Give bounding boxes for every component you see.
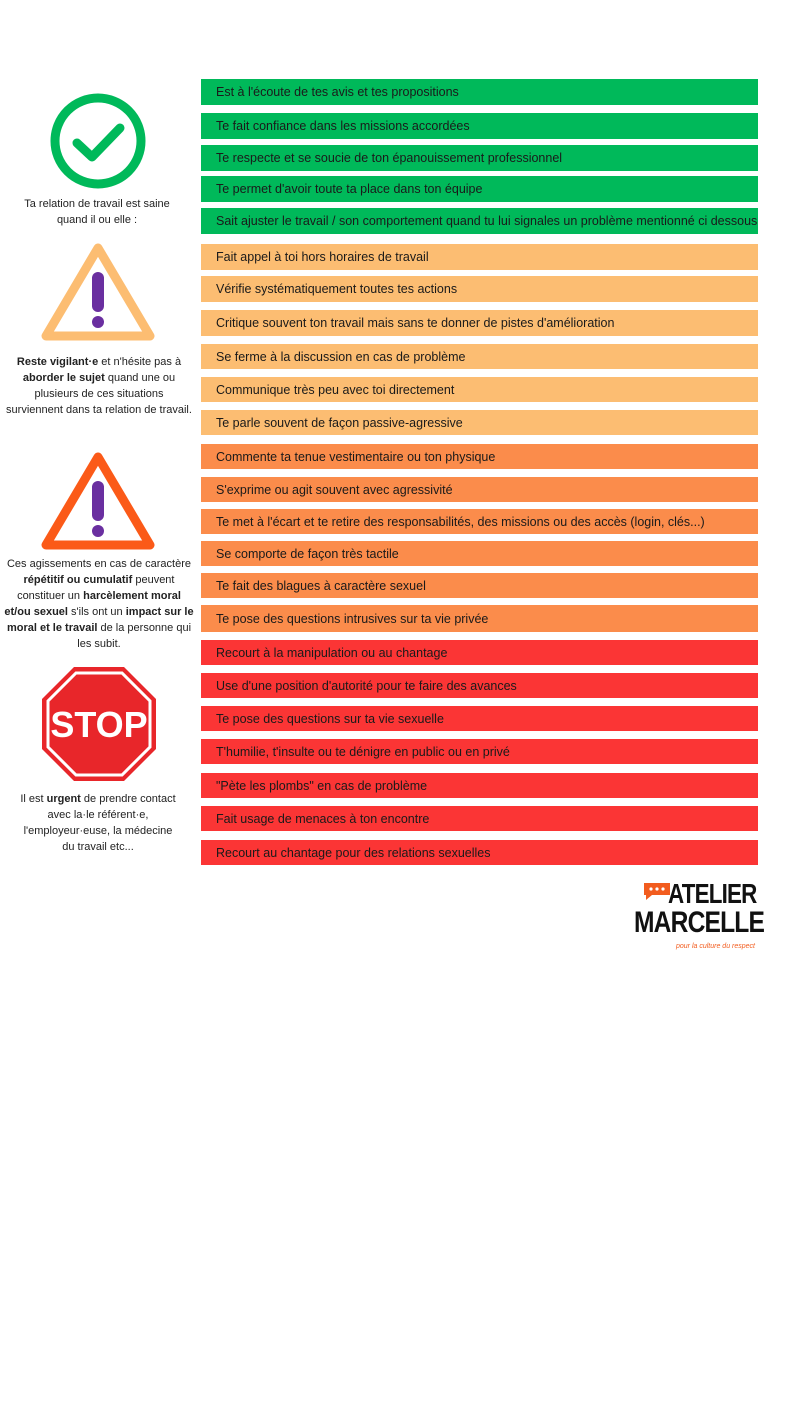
stop-label: STOP xyxy=(50,704,148,745)
caption-part: quand une ou plusieurs de ces situations surviennent dans ta relation de travail. xyxy=(6,372,192,416)
behavior-row-urgent: Recourt au chantage pour des relations sexuelles xyxy=(201,840,758,865)
behavior-row-healthy: Te fait confiance dans les missions accordées xyxy=(201,113,758,139)
caption-part: aborder le sujet xyxy=(22,372,105,384)
caption-part: harcèlement moral et/ou sexuel xyxy=(4,590,181,618)
behavior-row-urgent: Use d'une position d'autorité pour te faire des avances xyxy=(201,673,758,698)
urgent-caption xyxy=(18,791,178,855)
harassment-caption xyxy=(4,556,194,652)
caption-part: répétitif ou cumulatif xyxy=(23,574,133,586)
behavior-row-urgent: Fait usage de menaces à ton encontre xyxy=(201,806,758,831)
caption-part: Il est xyxy=(20,793,47,805)
behavior-row-vigilant: Se ferme à la discussion en cas de problème xyxy=(201,344,758,369)
caption-part: urgent xyxy=(46,793,81,805)
warning-triangle-icon xyxy=(38,240,158,342)
behavior-row-harassment: S'exprime ou agit souvent avec agressivité xyxy=(201,477,758,502)
atelier-marcelle-logo xyxy=(628,878,765,958)
behavior-row-vigilant: Vérifie systématiquement toutes tes actions xyxy=(201,276,758,302)
behavior-row-healthy: Te respecte et se soucie de ton épanouissement professionnel xyxy=(201,145,758,171)
caption-part: et n'hésite pas à xyxy=(98,356,182,368)
caption-part: Ta relation de travail est saine quand il ou elle : xyxy=(24,198,170,226)
caption-part: peuvent constituer un xyxy=(17,574,175,602)
caption-part: Ces agissements en cas de caractère xyxy=(6,558,192,570)
warning-triangle-icon xyxy=(38,449,158,551)
behavior-row-urgent: "Pète les plombs" en cas de problème xyxy=(201,773,758,798)
behavior-row-healthy: Sait ajuster le travail / son comportement quand tu lui signales un problème mentionné ci dessous xyxy=(201,208,758,234)
stop-sign-icon xyxy=(39,664,159,784)
caption-part: Reste vigilant·e xyxy=(16,356,99,368)
behavior-row-vigilant: Critique souvent ton travail mais sans te donner de pistes d'amélioration xyxy=(201,310,758,336)
behavior-row-harassment: Commente ta tenue vestimentaire ou ton physique xyxy=(201,444,758,469)
behavior-row-harassment: Te fait des blagues à caractère sexuel xyxy=(201,573,758,598)
caption-part: de prendre contact avec la·le référent·e, l'employeur·euse, la médecine du travail etc... xyxy=(23,793,176,853)
behavior-row-urgent: Te pose des questions sur ta vie sexuelle xyxy=(201,706,758,731)
check-circle-icon xyxy=(48,91,148,191)
behavior-row-harassment: Te met à l'écart et te retire des responsabilités, des missions ou des accès (login, clés...) xyxy=(201,509,758,534)
behavior-row-harassment: Te pose des questions intrusives sur ta vie privée xyxy=(201,605,758,632)
caption-part: de la personne qui les subit. xyxy=(77,622,192,650)
caption-part: impact sur le moral et le travail xyxy=(6,606,194,634)
behavior-row-healthy: Est à l'écoute de tes avis et tes propositions xyxy=(201,79,758,105)
logo-tagline: pour la culture du respect xyxy=(676,943,755,950)
vigilant-caption xyxy=(6,354,192,418)
healthy-caption xyxy=(22,196,172,228)
caption-part: s'ils ont un xyxy=(67,606,126,618)
behavior-row-vigilant: Te parle souvent de façon passive-agressive xyxy=(201,410,758,435)
behavior-row-urgent: T'humilie, t'insulte ou te dénigre en public ou en privé xyxy=(201,739,758,764)
logo-line2: MARCELLE xyxy=(634,906,765,939)
behavior-row-urgent: Recourt à la manipulation ou au chantage xyxy=(201,640,758,665)
behavior-row-harassment: Se comporte de façon très tactile xyxy=(201,541,758,566)
behavior-row-healthy: Te permet d'avoir toute ta place dans ton équipe xyxy=(201,176,758,202)
behavior-row-vigilant: Communique très peu avec toi directement xyxy=(201,377,758,402)
logo-line1: ATELIER xyxy=(668,878,757,909)
behavior-row-vigilant: Fait appel à toi hors horaires de travail xyxy=(201,244,758,270)
